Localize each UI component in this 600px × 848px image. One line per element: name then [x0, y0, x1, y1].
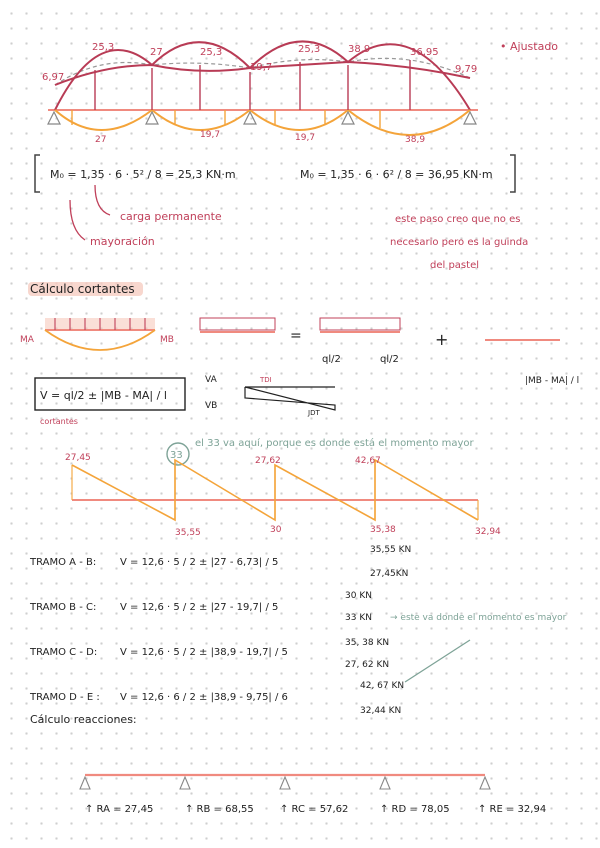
lower-val-3: 38,9	[405, 135, 426, 145]
shear-formula	[35, 375, 335, 426]
tramo-2-eq: V = 12,6 · 5 / 2 ± |38,9 - 19,7| / 5	[120, 647, 288, 658]
tramo-3-eq: V = 12,6 · 6 / 2 ± |38,9 - 9,75| / 6	[120, 692, 288, 703]
shear-lo-1: 30	[270, 525, 282, 535]
note-paso-1: este paso creo que no es	[395, 214, 521, 225]
adjusted-label: • Ajustado	[500, 40, 559, 53]
note-mayoracion: mayoración	[90, 235, 155, 248]
tramo-note: → este va donde el momento es mayor	[390, 613, 567, 623]
tramo-1-r2: 33 KN	[345, 613, 372, 623]
reaction-e: ↑ RE = 32,94	[478, 804, 547, 815]
tramo-3-label: TRAMO D - E :	[30, 692, 100, 703]
load-sketches	[20, 318, 579, 386]
formula-m2: M₀ = 1,35 · 6 · 6² / 8 = 36,95 KN·m	[300, 168, 493, 181]
tramo-1-r1: 30 KN	[345, 591, 372, 601]
lower-val-2: 19,7	[295, 133, 316, 143]
tramo-1-eq: V = 12,6 · 5 / 2 ± |27 - 19,7| / 5	[120, 602, 279, 613]
tramo-3-r1: 42, 67 KN	[360, 681, 405, 691]
ql2-left: ql/2	[322, 354, 341, 365]
ql2-right: ql/2	[380, 354, 399, 365]
tramo-2-label: TRAMO C - D:	[30, 647, 98, 658]
moment-val-8: 9,79	[455, 64, 478, 75]
formula-m1: M₀ = 1,35 · 6 · 5² / 8 = 25,3 KN·m	[50, 168, 236, 181]
moment-val-3: 25,3	[200, 47, 223, 58]
circle-33: 33	[170, 450, 183, 461]
reaction-a: ↑ RA = 27,45	[85, 804, 154, 815]
note-paso-3: del pastel	[430, 260, 479, 271]
shear-note: el 33 va aquí, porque es donde está el momento mayor	[195, 438, 474, 449]
sagging-curve	[55, 110, 470, 135]
moment-val-2: 27	[150, 47, 163, 58]
shear-lo-2: 35,38	[370, 525, 396, 535]
tramo-0-eq: V = 12,6 · 5 / 2 ± |27 - 6,73| / 5	[120, 557, 279, 568]
shear-title: Cálculo cortantes	[30, 282, 135, 296]
shear-up-3: 42,67	[355, 456, 381, 466]
cortantes-label: cortantes	[40, 417, 78, 426]
shear-lo-3: 32,94	[475, 527, 501, 537]
moment-val-1: 25,3	[92, 42, 115, 53]
tramo-2-r2: 27, 62 KN	[345, 660, 390, 670]
moment-val-6: 38,9	[348, 44, 371, 55]
tramo-0-r2: 27,45KN	[370, 569, 409, 579]
tramos	[29, 545, 567, 716]
moment-val-7: 36,95	[410, 47, 439, 58]
moment-val-4: 19,7	[250, 62, 273, 73]
tramo-3-r2: 32,44 KN	[360, 706, 402, 716]
moment-arcs-top	[55, 41, 470, 110]
svg-text:=: =	[290, 328, 302, 344]
shear-up-0: 27,45	[65, 453, 91, 463]
lower-val-0: 27	[95, 135, 107, 145]
svg-text:+: +	[435, 330, 449, 349]
reactions	[80, 775, 546, 815]
dm-label: |MB - MA| / l	[525, 376, 580, 386]
moment-val-0: 6,97	[42, 72, 65, 83]
moment-diagram	[42, 40, 558, 145]
tdi-mini: TDI	[260, 376, 272, 384]
tramo-0-label: TRAMO A - B:	[30, 557, 97, 568]
reaction-c: ↑ RC = 57,62	[280, 804, 349, 815]
formula-v: V = ql/2 ± |MB - MA| / l	[40, 389, 167, 402]
note-carga: carga permanente	[120, 210, 222, 223]
reactions-title: Cálculo reacciones:	[30, 713, 137, 726]
reaction-b: ↑ RB = 68,55	[185, 804, 254, 815]
ma-label: MA	[20, 335, 34, 345]
vb-label: VB	[205, 401, 218, 411]
tramo-1-label: TRAMO B - C:	[30, 602, 97, 613]
mb-label: MB	[160, 335, 174, 345]
tramo-2-r1: 35, 38 KN	[345, 638, 390, 648]
moment-val-5: 25,3	[298, 44, 321, 55]
va-label: VA	[205, 375, 217, 385]
note-paso-2: necesario pero es la guinda	[390, 237, 529, 248]
tramo-0-r1: 35,55 KN	[370, 545, 412, 555]
jdt-mini: JDT	[308, 409, 320, 417]
shear-lo-0: 35,55	[175, 528, 201, 538]
shear-up-2: 27,62	[255, 456, 281, 466]
lower-val-1: 19,7	[200, 130, 221, 140]
reaction-d: ↑ RD = 78,05	[380, 804, 450, 815]
m0-formulas	[35, 155, 528, 271]
shear-diagram	[65, 437, 501, 538]
